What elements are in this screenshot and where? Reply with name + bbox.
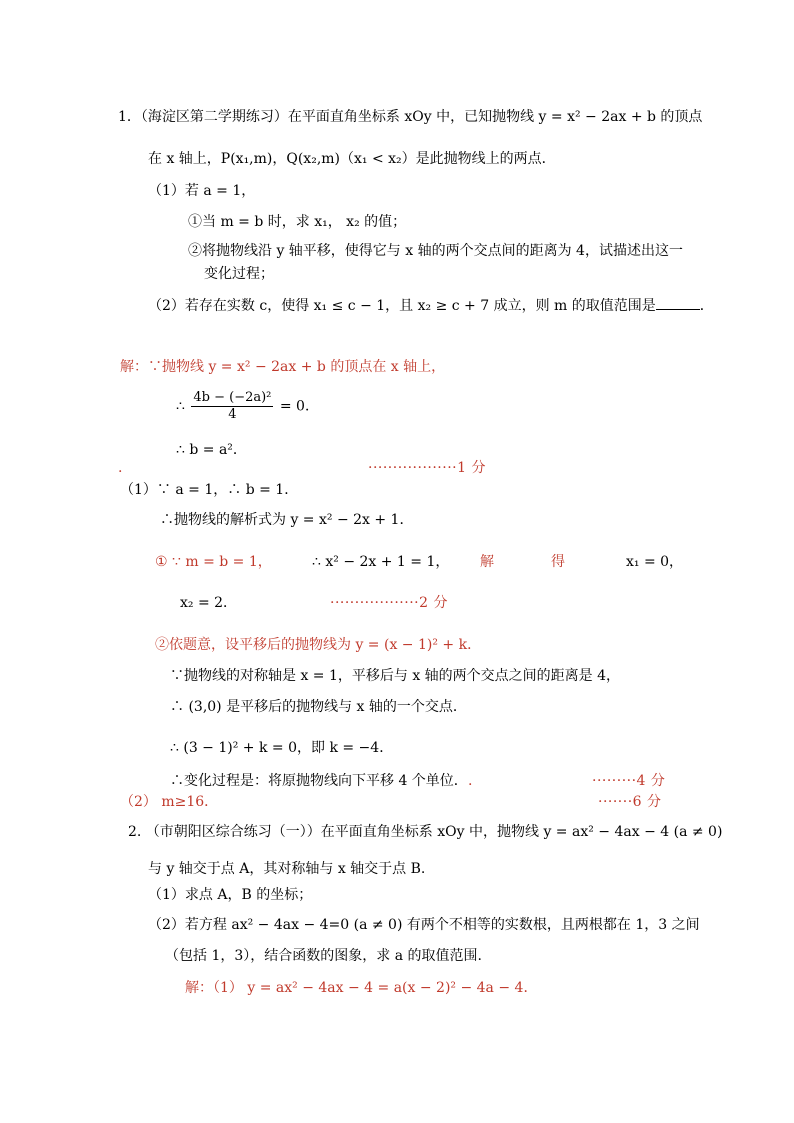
problem1-part1-q2-cont: 变化过程； (204, 266, 274, 282)
solution1-q1-jie: 解 (480, 554, 494, 570)
solution1-q2: ②依题意，设平移后的抛物线为 y = (x − 1)² + k． (155, 637, 482, 653)
solution1-fraction-line (176, 390, 319, 430)
problem1-line1: 1．（海淀区第二学期练习）在平面直角坐标系 xOy 中，已知抛物线 y = x² − 2ax + b 的顶点 (118, 109, 703, 125)
solution1-x1: x₁ = 0， (626, 554, 684, 570)
score-6: ·······6 分 (598, 794, 662, 810)
problem2-solution: 解：（1） y = ax² − 4ax − 4 = a(x − 2)² − 4a − 4． (185, 980, 538, 996)
problem1-part1: （1）若 a = 1， (148, 183, 256, 199)
problem1-part1-q1: ①当 m = b 时，求 x₁， x₂ 的值； (188, 214, 407, 230)
problem1-part1-q2: ②将抛物线沿 y 轴平移，使得它与 x 轴的两个交点间的距离为 4，试描述出这一 (188, 243, 683, 259)
problem1-part2-end: ． (699, 298, 714, 314)
solution1-line1: 解：∵抛物线 y = x² − 2ax + b 的顶点在 x 轴上， (120, 359, 446, 375)
solution1-q1-de: 得 (551, 554, 565, 570)
problem1-part2-text: （2）若存在实数 c，使得 x₁ ≤ c − 1，且 x₂ ≥ c + 7 成立，则 m 的取值范围是 (148, 298, 656, 314)
solution1-q1-equation: ∴ x² − 2x + 1 = 1， (312, 554, 450, 570)
therefore-sign: ∴ (176, 398, 185, 415)
problem1-line2: 在 x 轴上，P(x₁,m)，Q(x₂,m)（x₁ < x₂）是此抛物线上的两点． (148, 151, 556, 167)
solution1-shift: ∴变化过程是：将原抛物线向下平移 4 个单位． (170, 773, 468, 789)
fraction-denominator: 4 (228, 407, 237, 422)
solution1-q1-given: ① ∵ m = b = 1， (155, 554, 272, 570)
score-1: ··················1 分 (368, 460, 486, 476)
discriminant-fraction (191, 390, 273, 423)
problem2-line2: 与 y 轴交于点 A，其对称轴与 x 轴交于点 B. (148, 861, 426, 877)
solution1-point: ∴ (3,0) 是平移后的抛物线与 x 轴的一个交点． (170, 699, 467, 715)
solution1-k: ∴ (3 − 1)² + k = 0，即 k = −4． (170, 740, 394, 756)
problem2-part2-cont: （包括 1，3），结合函数的图象，求 a 的取值范围. (165, 948, 482, 964)
solution1-part1: （1）∵ a = 1，∴ b = 1． (120, 482, 299, 498)
score-2: ··················2 分 (330, 595, 448, 611)
stray-dot: . (118, 460, 123, 476)
problem2-part1: （1）求点 A，B 的坐标； (148, 887, 313, 903)
problem2-line1: 2. （市朝阳区综合练习（一））在平面直角坐标系 xOy 中，抛物线 y = ax² − 4ax − 4 (a ≠ 0) (128, 824, 723, 840)
problem2-part2: （2）若方程 ax² − 4ax − 4=0 (a ≠ 0) 有两个不相等的实数根，且两根都在 1，3 之间 (148, 917, 700, 933)
solution1-b-equals: ∴ b = a²． (176, 442, 247, 458)
fraction-numerator: 4b − (−2a)² (193, 390, 272, 405)
answer-blank (656, 295, 700, 310)
solution1-axis: ∵抛物线的对称轴是 x = 1，平移后与 x 轴的两个交点之间的距离是 4， (170, 668, 621, 684)
solution1-x2: x₂ = 2． (180, 595, 238, 611)
solution1-part2: （2） m≥16． (120, 794, 219, 810)
problem1-part2 (148, 295, 714, 316)
stray-dot-2: . (468, 773, 473, 789)
score-4: ·········4 分 (592, 773, 666, 789)
fraction-equals: = 0． (279, 398, 319, 415)
solution1-parabola: ∴抛物线的解析式为 y = x² − 2x + 1． (160, 512, 414, 528)
